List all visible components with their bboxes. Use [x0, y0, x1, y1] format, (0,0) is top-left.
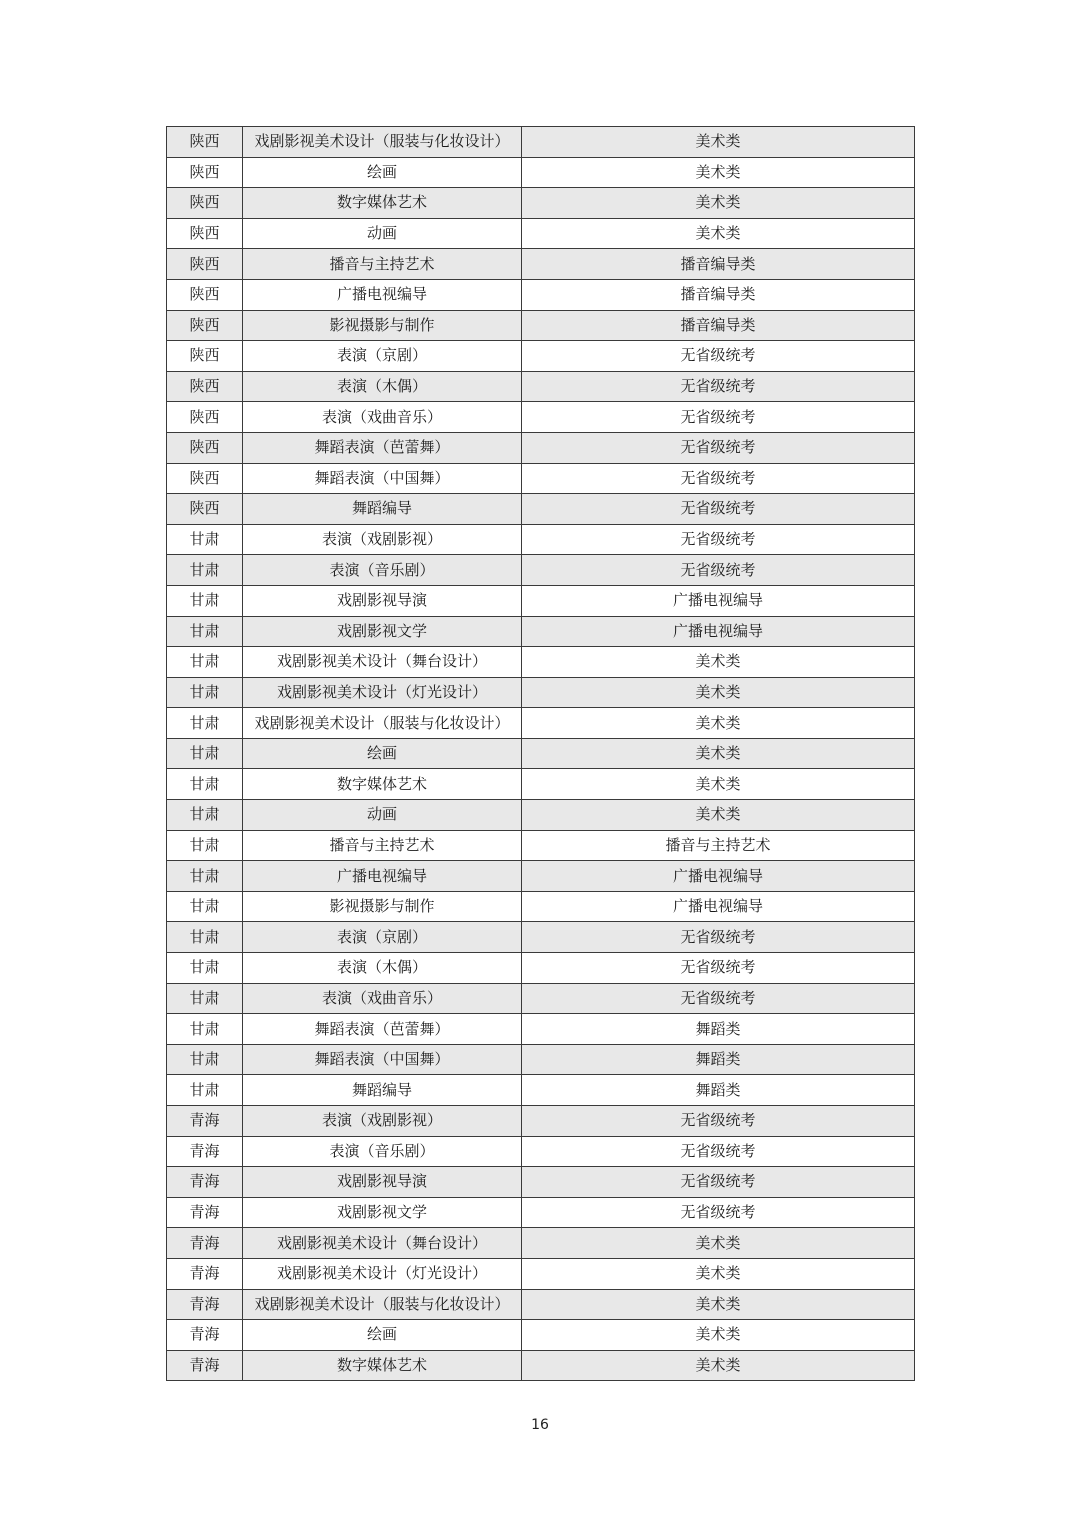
table-row	[167, 218, 915, 249]
province-cell: 甘肃	[167, 585, 243, 616]
category-cell: 无省级统考	[522, 402, 915, 433]
major-cell: 戏剧影视文学	[243, 616, 522, 647]
major-cell: 表演（戏曲音乐）	[243, 402, 522, 433]
province-cell: 青海	[167, 1197, 243, 1228]
table-row	[167, 1320, 915, 1351]
table-row	[167, 830, 915, 861]
category-cell: 美术类	[522, 677, 915, 708]
province-cell: 甘肃	[167, 922, 243, 953]
category-cell: 无省级统考	[522, 371, 915, 402]
table-row	[167, 494, 915, 525]
province-cell: 甘肃	[167, 647, 243, 678]
category-cell: 无省级统考	[522, 1167, 915, 1198]
province-cell: 陕西	[167, 279, 243, 310]
table-row	[167, 279, 915, 310]
table-row	[167, 738, 915, 769]
major-cell: 戏剧影视美术设计（服装与化妆设计）	[243, 708, 522, 739]
province-cell: 陕西	[167, 127, 243, 158]
category-cell: 舞蹈类	[522, 1014, 915, 1045]
table-row	[167, 432, 915, 463]
table-row	[167, 1228, 915, 1259]
major-cell: 绘画	[243, 157, 522, 188]
category-cell: 无省级统考	[522, 1106, 915, 1137]
province-cell: 青海	[167, 1136, 243, 1167]
major-cell: 舞蹈表演（中国舞）	[243, 1044, 522, 1075]
category-cell: 无省级统考	[522, 341, 915, 372]
table-row	[167, 891, 915, 922]
table-row	[167, 1075, 915, 1106]
major-cell: 舞蹈表演（中国舞）	[243, 463, 522, 494]
province-cell: 青海	[167, 1289, 243, 1320]
province-cell: 陕西	[167, 494, 243, 525]
major-cell: 动画	[243, 218, 522, 249]
category-cell: 舞蹈类	[522, 1075, 915, 1106]
province-cell: 青海	[167, 1106, 243, 1137]
category-cell: 广播电视编导	[522, 585, 915, 616]
table-row	[167, 1106, 915, 1137]
category-cell: 无省级统考	[522, 953, 915, 984]
table-row	[167, 188, 915, 219]
category-cell: 美术类	[522, 647, 915, 678]
category-cell: 广播电视编导	[522, 616, 915, 647]
major-cell: 表演（戏曲音乐）	[243, 983, 522, 1014]
province-cell: 青海	[167, 1228, 243, 1259]
province-cell: 陕西	[167, 188, 243, 219]
major-cell: 戏剧影视美术设计（舞台设计）	[243, 1228, 522, 1259]
category-cell: 美术类	[522, 1228, 915, 1259]
province-cell: 陕西	[167, 432, 243, 463]
major-cell: 戏剧影视美术设计（服装与化妆设计）	[243, 127, 522, 158]
category-cell: 美术类	[522, 1289, 915, 1320]
major-cell: 表演（音乐剧）	[243, 555, 522, 586]
major-cell: 戏剧影视导演	[243, 1167, 522, 1198]
major-cell: 绘画	[243, 1320, 522, 1351]
province-cell: 甘肃	[167, 616, 243, 647]
major-cell: 数字媒体艺术	[243, 1350, 522, 1381]
table-row	[167, 1289, 915, 1320]
province-cell: 陕西	[167, 218, 243, 249]
category-cell: 美术类	[522, 1350, 915, 1381]
province-cell: 甘肃	[167, 953, 243, 984]
province-cell: 青海	[167, 1350, 243, 1381]
province-cell: 陕西	[167, 249, 243, 280]
table-row	[167, 463, 915, 494]
category-cell: 播音与主持艺术	[522, 830, 915, 861]
table-row	[167, 983, 915, 1014]
table-row	[167, 127, 915, 158]
category-cell: 播音编导类	[522, 279, 915, 310]
table-row	[167, 524, 915, 555]
major-cell: 戏剧影视导演	[243, 585, 522, 616]
table-row	[167, 922, 915, 953]
major-cell: 表演（京剧）	[243, 922, 522, 953]
table-row	[167, 371, 915, 402]
major-cell: 表演（木偶）	[243, 371, 522, 402]
category-cell: 无省级统考	[522, 555, 915, 586]
major-cell: 播音与主持艺术	[243, 830, 522, 861]
major-cell: 戏剧影视美术设计（灯光设计）	[243, 677, 522, 708]
province-cell: 甘肃	[167, 1044, 243, 1075]
category-cell: 无省级统考	[522, 524, 915, 555]
table-row	[167, 1258, 915, 1289]
province-cell: 甘肃	[167, 524, 243, 555]
category-cell: 美术类	[522, 218, 915, 249]
major-cell: 表演（京剧）	[243, 341, 522, 372]
major-cell: 戏剧影视美术设计（灯光设计）	[243, 1258, 522, 1289]
category-cell: 无省级统考	[522, 494, 915, 525]
table-row	[167, 953, 915, 984]
major-cell: 戏剧影视文学	[243, 1197, 522, 1228]
table-row	[167, 402, 915, 433]
major-cell: 绘画	[243, 738, 522, 769]
category-cell: 无省级统考	[522, 983, 915, 1014]
table-row	[167, 677, 915, 708]
province-cell: 甘肃	[167, 769, 243, 800]
major-cell: 影视摄影与制作	[243, 891, 522, 922]
category-cell: 美术类	[522, 708, 915, 739]
major-cell: 舞蹈表演（芭蕾舞）	[243, 1014, 522, 1045]
province-cell: 甘肃	[167, 891, 243, 922]
province-cell: 甘肃	[167, 708, 243, 739]
category-cell: 美术类	[522, 769, 915, 800]
province-cell: 陕西	[167, 310, 243, 341]
category-cell: 广播电视编导	[522, 861, 915, 892]
category-cell: 无省级统考	[522, 463, 915, 494]
category-cell: 无省级统考	[522, 922, 915, 953]
table-row	[167, 708, 915, 739]
category-cell: 美术类	[522, 157, 915, 188]
major-cell: 播音与主持艺术	[243, 249, 522, 280]
province-cell: 甘肃	[167, 830, 243, 861]
province-cell: 陕西	[167, 157, 243, 188]
table-row	[167, 1350, 915, 1381]
category-cell: 美术类	[522, 1258, 915, 1289]
table-row	[167, 585, 915, 616]
table-row	[167, 1136, 915, 1167]
province-cell: 陕西	[167, 371, 243, 402]
major-cell: 数字媒体艺术	[243, 188, 522, 219]
table-row	[167, 249, 915, 280]
table-body	[167, 127, 915, 1381]
table-row	[167, 861, 915, 892]
major-cell: 广播电视编导	[243, 861, 522, 892]
province-cell: 甘肃	[167, 983, 243, 1014]
table-row	[167, 800, 915, 831]
major-category-table	[166, 126, 915, 1381]
major-cell: 表演（戏剧影视）	[243, 524, 522, 555]
major-cell: 表演（木偶）	[243, 953, 522, 984]
major-cell: 戏剧影视美术设计（服装与化妆设计）	[243, 1289, 522, 1320]
category-cell: 美术类	[522, 188, 915, 219]
major-cell: 舞蹈编导	[243, 494, 522, 525]
table-row	[167, 647, 915, 678]
major-cell: 舞蹈编导	[243, 1075, 522, 1106]
major-cell: 舞蹈表演（芭蕾舞）	[243, 432, 522, 463]
table-row	[167, 555, 915, 586]
province-cell: 陕西	[167, 463, 243, 494]
province-cell: 甘肃	[167, 861, 243, 892]
province-cell: 陕西	[167, 402, 243, 433]
table-row	[167, 310, 915, 341]
province-cell: 甘肃	[167, 677, 243, 708]
category-cell: 美术类	[522, 127, 915, 158]
page-number: 16	[531, 1417, 549, 1433]
table-row	[167, 1014, 915, 1045]
table-row	[167, 1167, 915, 1198]
province-cell: 甘肃	[167, 1075, 243, 1106]
province-cell: 陕西	[167, 341, 243, 372]
province-cell: 甘肃	[167, 1014, 243, 1045]
province-cell: 甘肃	[167, 555, 243, 586]
category-cell: 广播电视编导	[522, 891, 915, 922]
table-row	[167, 1197, 915, 1228]
province-cell: 青海	[167, 1167, 243, 1198]
category-cell: 舞蹈类	[522, 1044, 915, 1075]
table-row	[167, 616, 915, 647]
category-cell: 播音编导类	[522, 249, 915, 280]
category-cell: 无省级统考	[522, 432, 915, 463]
category-cell: 无省级统考	[522, 1197, 915, 1228]
major-cell: 表演（戏剧影视）	[243, 1106, 522, 1137]
province-cell: 青海	[167, 1258, 243, 1289]
table-row	[167, 1044, 915, 1075]
major-cell: 广播电视编导	[243, 279, 522, 310]
table-row	[167, 769, 915, 800]
province-cell: 青海	[167, 1320, 243, 1351]
province-cell: 甘肃	[167, 738, 243, 769]
major-cell: 动画	[243, 800, 522, 831]
category-cell: 无省级统考	[522, 1136, 915, 1167]
table-row	[167, 341, 915, 372]
category-cell: 美术类	[522, 800, 915, 831]
major-cell: 表演（音乐剧）	[243, 1136, 522, 1167]
major-cell: 戏剧影视美术设计（舞台设计）	[243, 647, 522, 678]
major-cell: 数字媒体艺术	[243, 769, 522, 800]
category-cell: 美术类	[522, 738, 915, 769]
major-cell: 影视摄影与制作	[243, 310, 522, 341]
table-row	[167, 157, 915, 188]
province-cell: 甘肃	[167, 800, 243, 831]
category-cell: 播音编导类	[522, 310, 915, 341]
category-cell: 美术类	[522, 1320, 915, 1351]
